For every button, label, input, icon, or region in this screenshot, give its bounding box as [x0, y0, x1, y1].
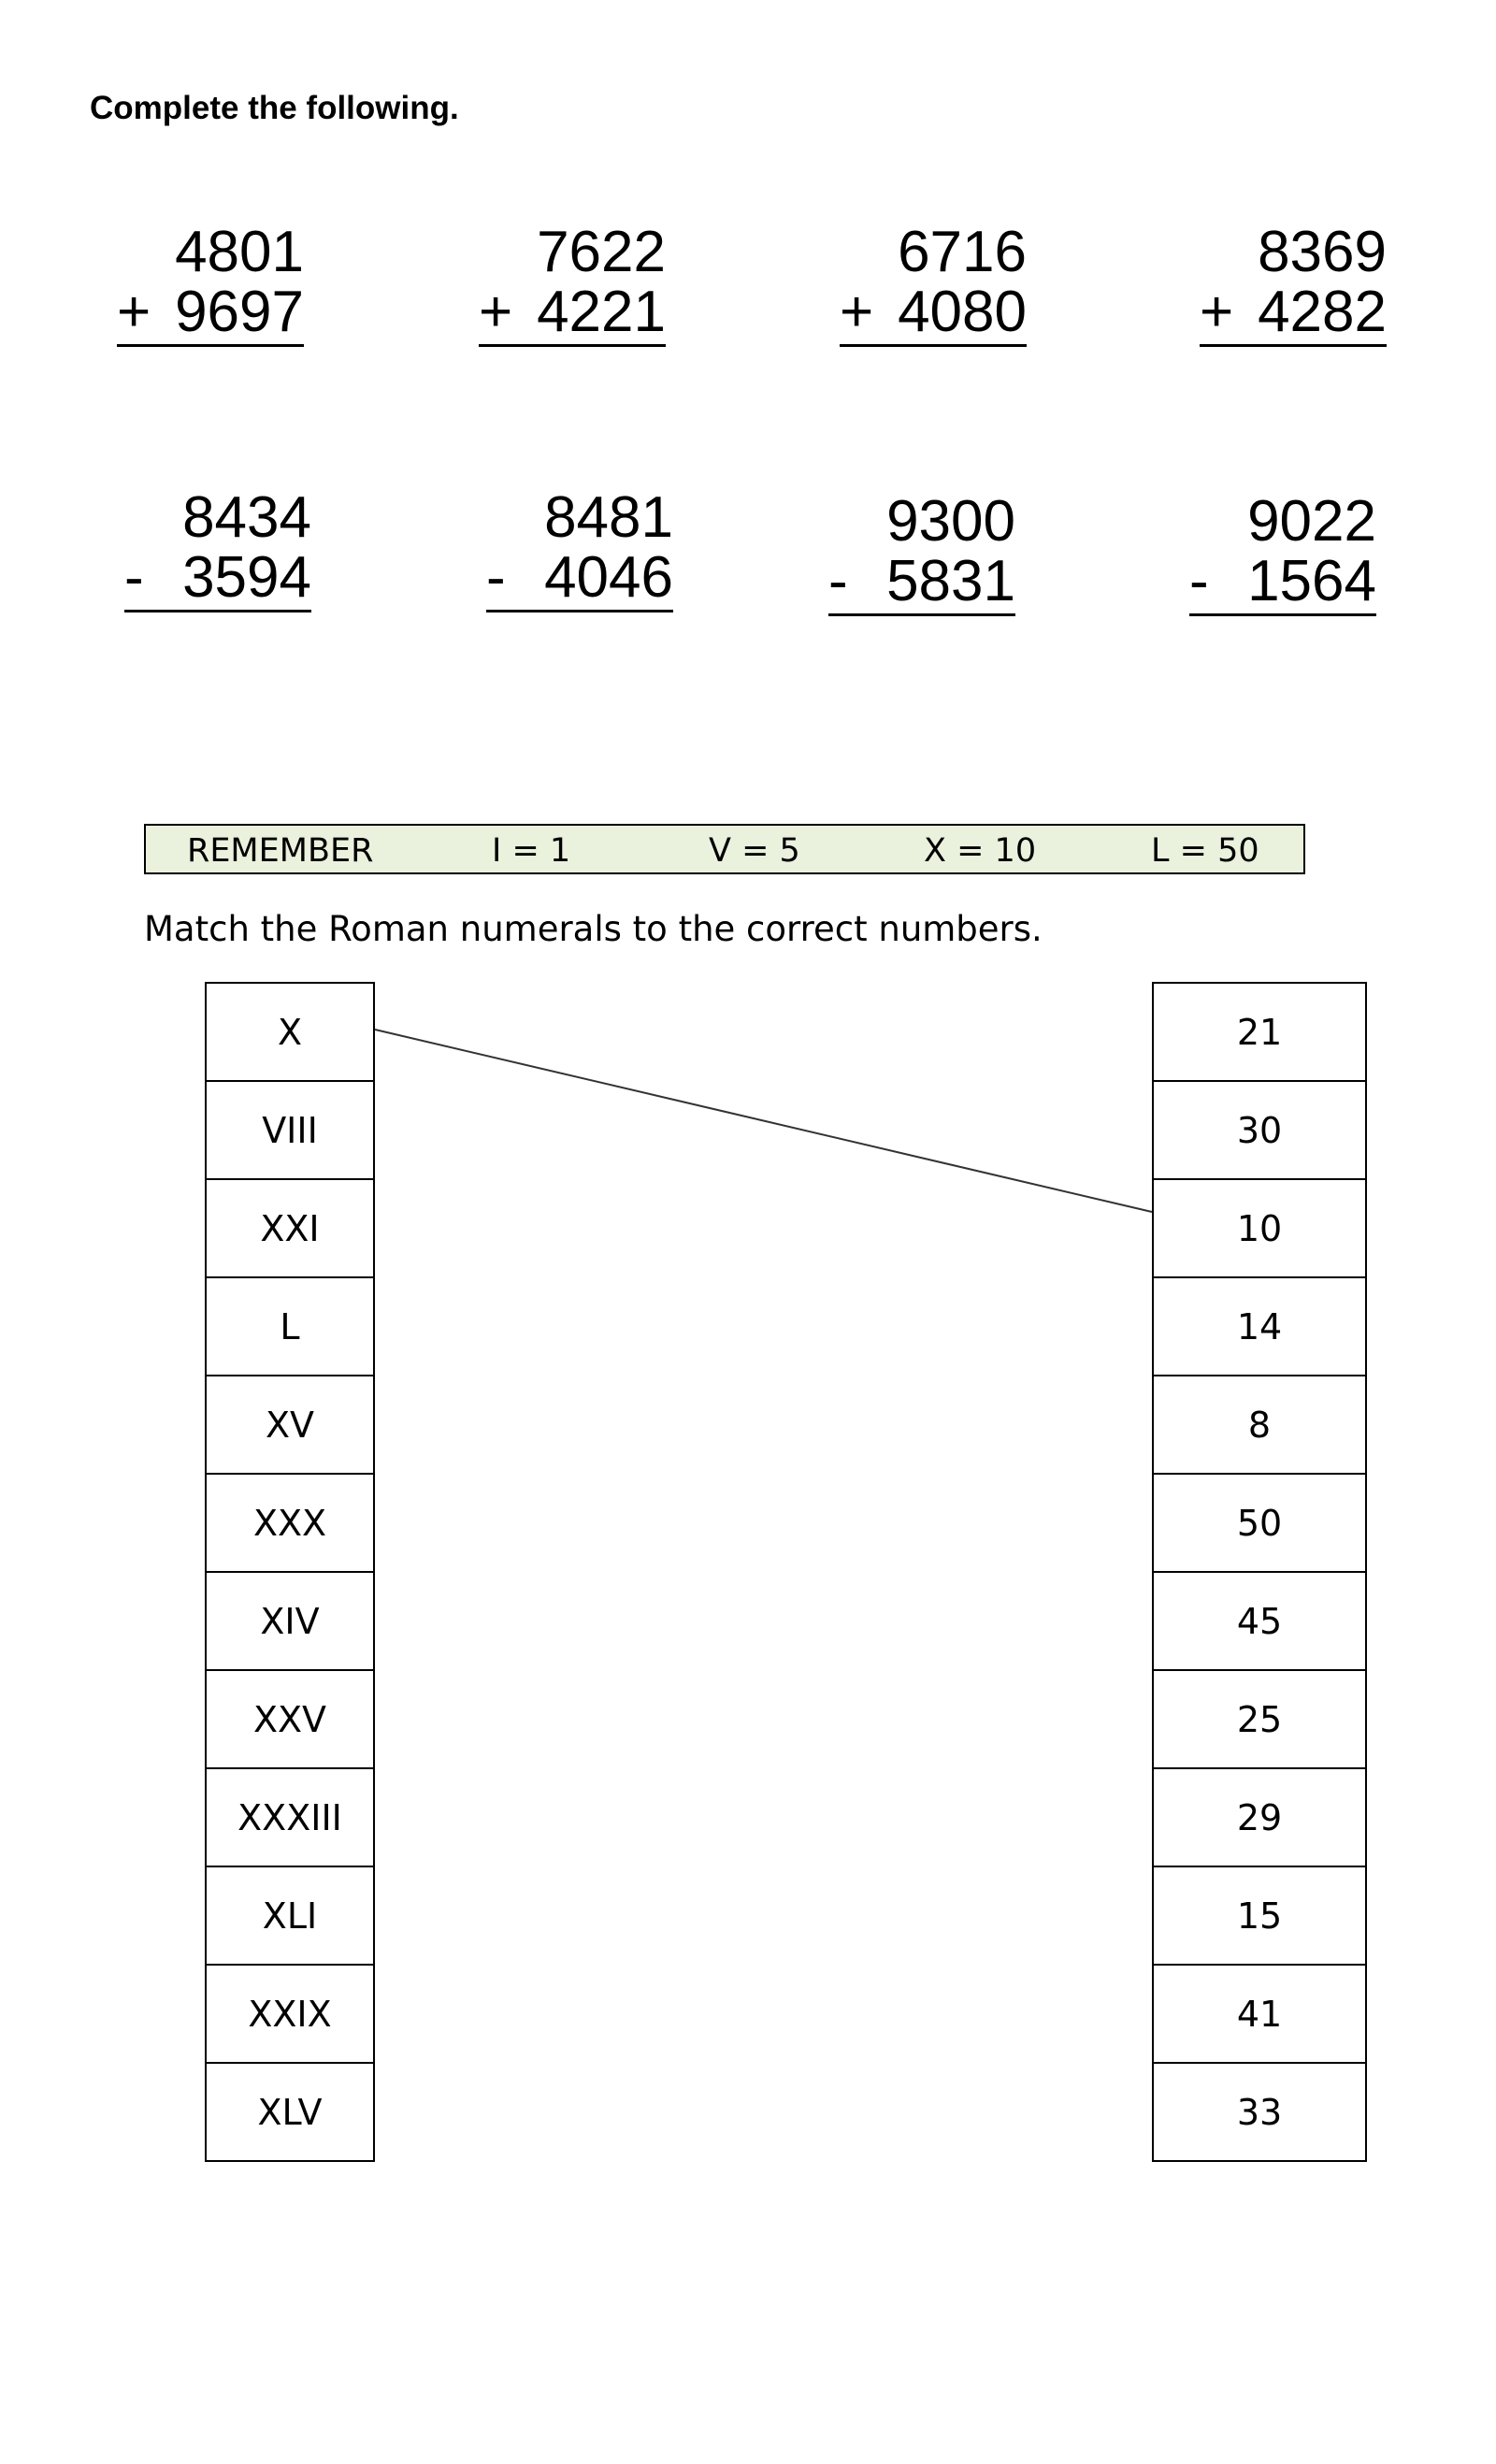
- number-cell[interactable]: 21: [1152, 982, 1367, 1082]
- number-cell[interactable]: 8: [1152, 1375, 1367, 1475]
- operator: +: [479, 280, 513, 344]
- remember-item-x: X = 10: [924, 832, 1037, 870]
- top-number: 8434: [182, 485, 311, 550]
- operator: +: [1200, 280, 1234, 344]
- roman-numeral-cell[interactable]: XLV: [205, 2062, 375, 2162]
- operator: -: [1189, 549, 1209, 613]
- roman-numeral-cell[interactable]: XXV: [205, 1669, 375, 1769]
- top-number: 9022: [1247, 489, 1376, 554]
- bottom-number: 4221: [537, 280, 666, 344]
- remember-item-v: V = 5: [709, 832, 800, 870]
- top-number: 8369: [1258, 220, 1387, 284]
- bottom-number: 4046: [544, 545, 673, 610]
- operator: +: [117, 280, 151, 344]
- top-number: 6716: [898, 220, 1027, 284]
- roman-numeral-cell[interactable]: XIV: [205, 1571, 375, 1671]
- roman-numeral-cell[interactable]: XLI: [205, 1866, 375, 1966]
- bottom-number: 9697: [175, 280, 304, 344]
- top-number: 8481: [544, 485, 673, 550]
- roman-numeral-cell[interactable]: VIII: [205, 1080, 375, 1180]
- number-cell[interactable]: 41: [1152, 1964, 1367, 2064]
- number-cell[interactable]: 33: [1152, 2062, 1367, 2162]
- match-instruction: Match the Roman numerals to the correct numbers.: [144, 909, 1043, 949]
- number-cell[interactable]: 50: [1152, 1473, 1367, 1573]
- roman-numeral-cell[interactable]: XXXIII: [205, 1767, 375, 1867]
- number-cell[interactable]: 10: [1152, 1178, 1367, 1278]
- example-match-line: [375, 1030, 1152, 1212]
- roman-numeral-cell[interactable]: X: [205, 982, 375, 1082]
- bottom-number: 4282: [1258, 280, 1387, 344]
- top-number: 4801: [175, 220, 304, 284]
- number-cell[interactable]: 30: [1152, 1080, 1367, 1180]
- bottom-number: 3594: [182, 545, 311, 610]
- roman-numeral-cell[interactable]: XV: [205, 1375, 375, 1475]
- roman-numeral-cell[interactable]: XXX: [205, 1473, 375, 1573]
- operator: -: [124, 545, 144, 610]
- instruction-heading: Complete the following.: [90, 90, 459, 126]
- top-number: 9300: [886, 489, 1015, 554]
- number-cell[interactable]: 25: [1152, 1669, 1367, 1769]
- bottom-number: 5831: [886, 549, 1015, 613]
- remember-label: REMEMBER: [187, 832, 374, 870]
- remember-item-l: L = 50: [1151, 832, 1259, 870]
- bottom-number: 4080: [898, 280, 1027, 344]
- operator: +: [840, 280, 874, 344]
- number-cell[interactable]: 15: [1152, 1866, 1367, 1966]
- roman-numeral-cell[interactable]: L: [205, 1276, 375, 1376]
- roman-numeral-cell[interactable]: XXI: [205, 1178, 375, 1278]
- operator: -: [486, 545, 506, 610]
- number-cell[interactable]: 14: [1152, 1276, 1367, 1376]
- operator: -: [828, 549, 848, 613]
- roman-numeral-cell[interactable]: XXIX: [205, 1964, 375, 2064]
- top-number: 7622: [537, 220, 666, 284]
- number-cell[interactable]: 29: [1152, 1767, 1367, 1867]
- remember-item-i: I = 1: [492, 832, 571, 870]
- number-cell[interactable]: 45: [1152, 1571, 1367, 1671]
- bottom-number: 1564: [1247, 549, 1376, 613]
